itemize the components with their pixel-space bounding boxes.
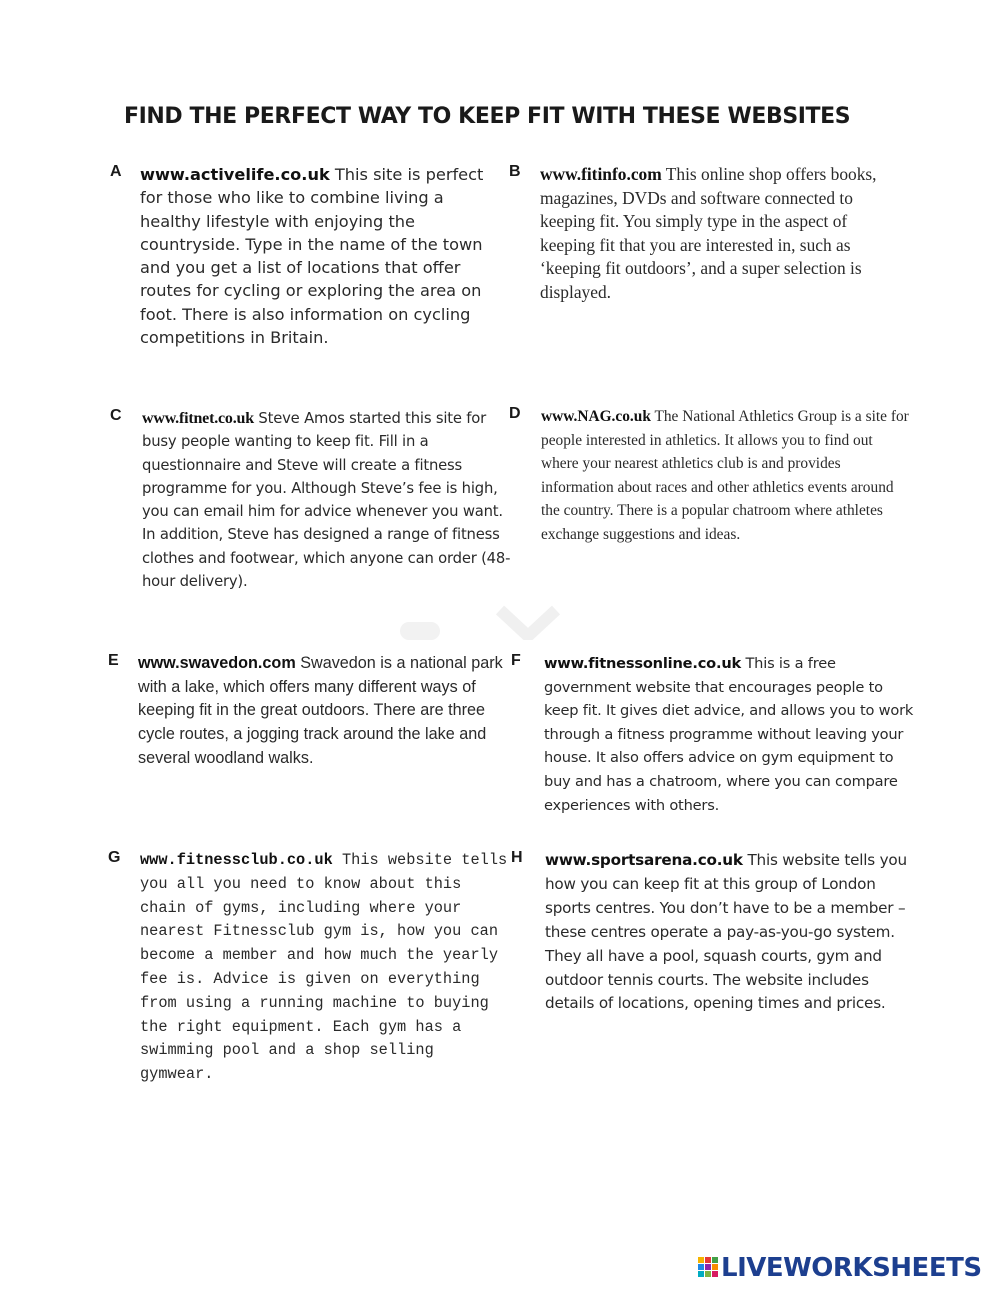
liveworksheets-logo[interactable]: [697, 1253, 982, 1283]
page-title: FIND THE PERFECT WAY TO KEEP FIT WITH THESE WEBSITES: [124, 104, 851, 129]
entry-text: [541, 405, 911, 547]
entry-url: www.fitnessonline.co.uk: [544, 655, 742, 672]
entry-url: www.fitinfo.com: [540, 164, 662, 184]
entry-description: This is a free government website that encourages people to keep fit. It gives diet advice, and allows you to work through a fitness programme without leaving your house. It also offers advice on gym equipment to buy and has a chatroom, where you can compare experiences with others.: [544, 655, 914, 814]
entry-letter: H: [511, 849, 523, 866]
entry-text: [140, 163, 500, 349]
entry-url: www.NAG.co.uk: [541, 408, 651, 425]
entry-letter: C: [110, 407, 122, 424]
entry-text: [140, 849, 510, 1087]
entry-url: www.fitnet.co.uk: [142, 410, 254, 427]
faint-watermark: [400, 600, 600, 640]
entry-description: This website tells you all you need to know about this chain of gyms, including where your nearest Fitnessclub gym is, how you can become a member and how much the yearly fee is. Advice is given on everything from using a running machine to buying the right equipment. Each gym has a swimming pool and a shop selling gymwear.: [140, 851, 508, 1084]
entry-url: www.activelife.co.uk: [140, 165, 330, 184]
entry-text: [540, 163, 900, 304]
entry-description: The National Athletics Group is a site for people interested in athletics. It allows you to find out where your nearest athletics club is and provides information about races and other athletics events around the country. There is a popular chatroom where athletes exchange suggestions and ideas.: [541, 408, 909, 543]
liveworksheets-logo-icon: [697, 1256, 719, 1280]
entry-letter: B: [509, 163, 521, 180]
entry-description: This online shop offers books, magazines, DVDs and software connected to keeping fit. You simply type in the aspect of keeping fit that you are interested in, such as ‘keeping fit outdoors’, and a super selection is displayed.: [540, 164, 877, 302]
logo-text: LIVEWORKSHEETS: [721, 1253, 982, 1283]
entry-letter: E: [108, 652, 119, 669]
entry-letter: A: [110, 163, 122, 180]
entry-letter: F: [511, 652, 521, 669]
entry-description: This website tells you how you can keep fit at this group of London sports centres. You don’t have to be a member – these centres operate a pay-as-you-go system. They all have a pool, squash courts, gym and outdoor tennis courts. The website includes details of locations, opening times and prices.: [545, 851, 907, 1013]
entry-description: Swavedon is a national park with a lake, which offers many different ways of keeping fit in the great outdoors. There are three cycle routes, a jogging track around the lake and several woodland walks.: [138, 654, 503, 767]
entry-text: [138, 652, 503, 771]
entry-text: [545, 849, 915, 1016]
entry-text: [544, 652, 914, 817]
entry-url: www.fitnessclub.co.uk: [140, 851, 333, 869]
entry-description: Steve Amos started this site for busy people wanting to keep fit. Fill in a questionnaire and Steve will create a fitness programme for you. Although Steve’s fee is high, you can email him for advice whenever you want. In addition, Steve has designed a range of fitness clothes and footwear, which anyone can order (48-hour delivery).: [142, 410, 511, 591]
entry-text: [142, 407, 512, 593]
entry-url: www.sportsarena.co.uk: [545, 851, 743, 869]
entry-description: This site is perfect for those who like to combine living a healthy lifestyle with enjoying the countryside. Type in the name of the town and you get a list of locations that offer routes for cycling or exploring the area on foot. There is also information on cycling competitions in Britain.: [140, 165, 484, 348]
entry-letter: G: [108, 849, 121, 866]
entry-url: www.swavedon.com: [138, 654, 296, 672]
entry-letter: D: [509, 405, 521, 422]
